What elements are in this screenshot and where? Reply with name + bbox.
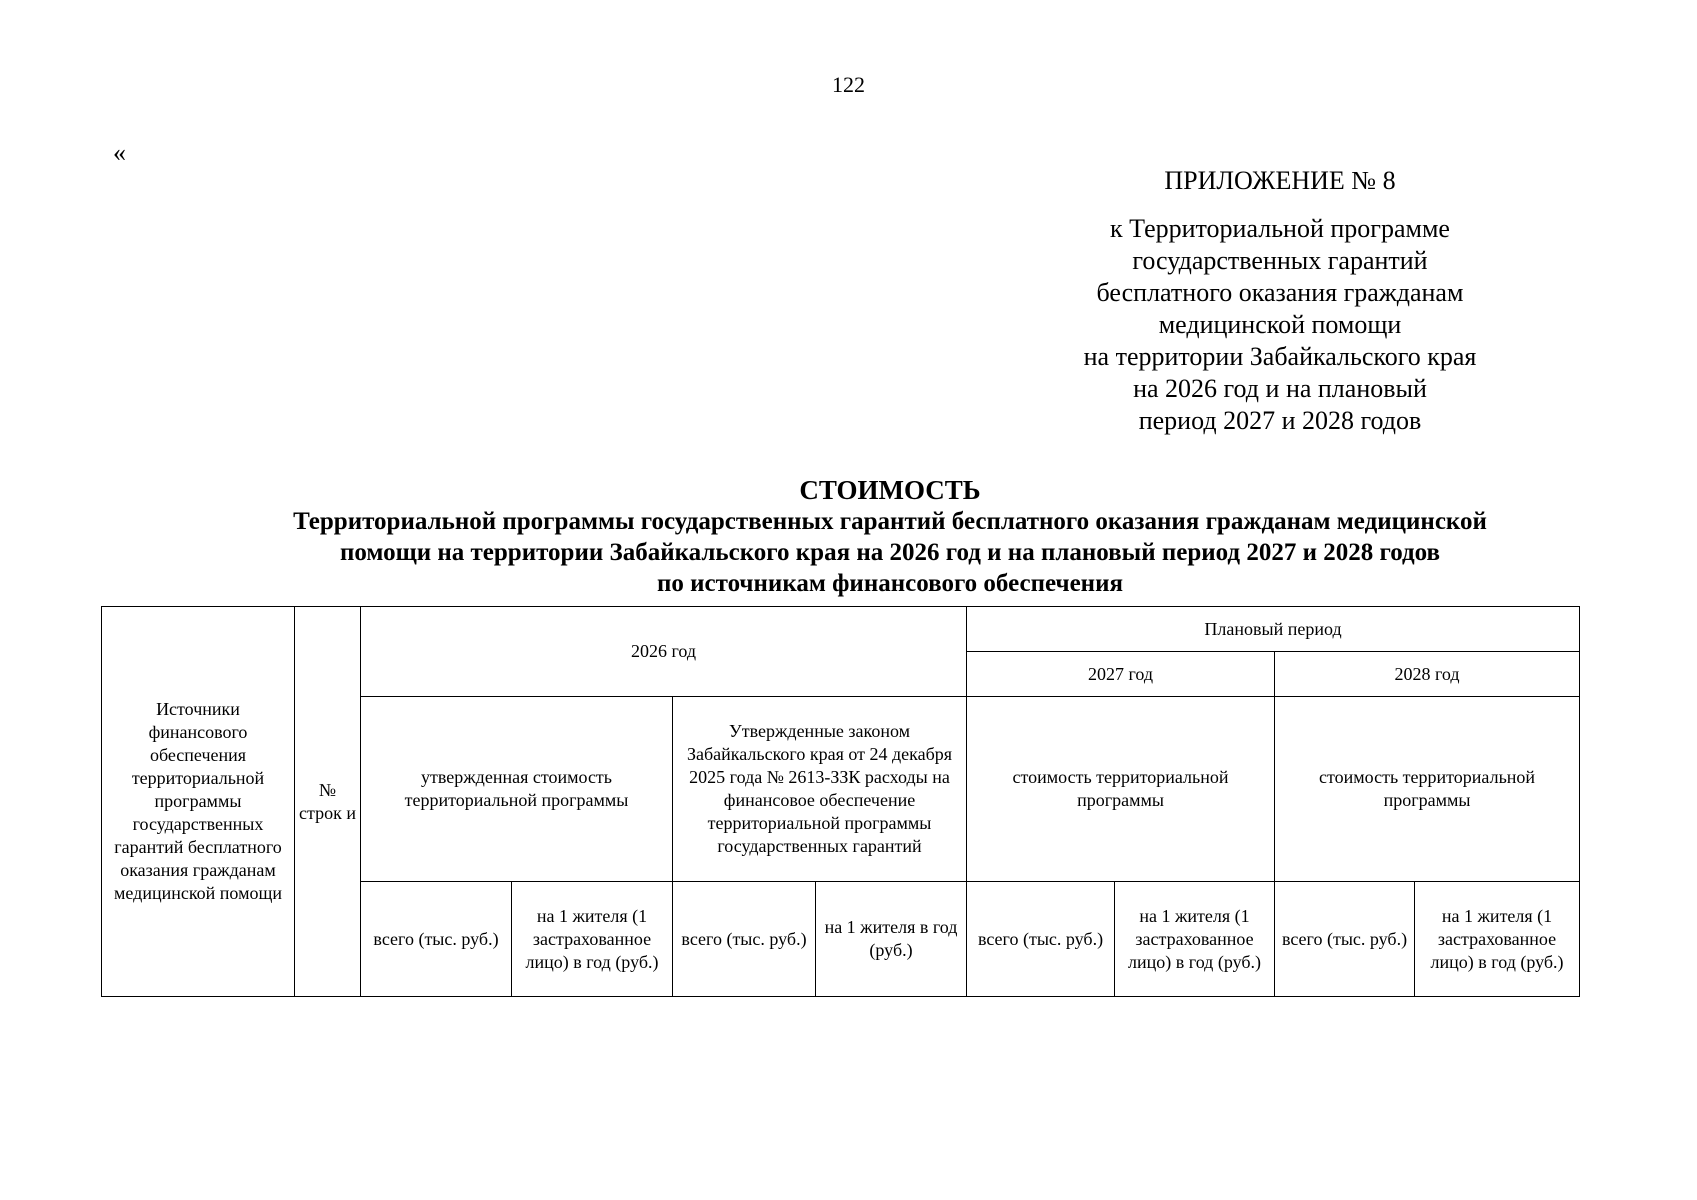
appendix-line: государственных гарантий xyxy=(1132,246,1428,275)
open-quote: « xyxy=(113,138,126,167)
header-approved-cost: утвержденная стоимость территориальной программы xyxy=(361,697,673,882)
document-title-block xyxy=(200,475,1580,599)
subheader-total: всего (тыс. руб.) xyxy=(967,882,1115,997)
document-title: СТОИМОСТЬ xyxy=(799,475,981,505)
document-subtitle-line: помощи на территории Забайкальского края на 2026 год и на плановый период 2027 и 2028 годов xyxy=(339,539,1441,566)
subheader-per-insured: на 1 жителя (1 застрахованное лицо) в год (руб.) xyxy=(512,882,673,997)
subheader-per-resident: на 1 жителя в год (руб.) xyxy=(816,882,967,997)
header-law-expenses: Утвержденные законом Забайкальского края от 24 декабря 2025 года № 2613-ЗЗК расходы на финансовое обеспечение территориальной программы государственных гарантий xyxy=(673,697,967,882)
header-source: Источники финансового обеспечения территориальной программы государственных гарантий бесплатного оказания гражданам медицинской помощи xyxy=(102,607,295,997)
appendix-line: на 2026 год и на плановый xyxy=(1133,374,1427,403)
appendix-line: к Территориальной программе xyxy=(1110,214,1450,243)
subheader-total: всего (тыс. руб.) xyxy=(1275,882,1415,997)
header-year-2028: 2028 год xyxy=(1275,652,1580,697)
subheader-total: всего (тыс. руб.) xyxy=(673,882,816,997)
subheader-per-insured: на 1 жителя (1 застрахованное лицо) в год (руб.) xyxy=(1115,882,1275,997)
document-subtitle-line: по источникам финансового обеспечения xyxy=(656,570,1124,597)
header-planned-period: Плановый период xyxy=(967,607,1580,652)
appendix-title: ПРИЛОЖЕНИЕ № 8 xyxy=(1164,166,1396,195)
document-subtitle-line: Территориальной программы государственных гарантий бесплатного оказания гражданам медицинской xyxy=(293,508,1487,535)
appendix-line: период 2027 и 2028 годов xyxy=(1138,406,1422,435)
appendix-block xyxy=(1060,165,1500,437)
header-year-2026: 2026 год xyxy=(361,607,967,697)
subheader-per-insured: на 1 жителя (1 застрахованное лицо) в год (руб.) xyxy=(1415,882,1580,997)
appendix-line: бесплатного оказания гражданам xyxy=(1096,278,1464,307)
appendix-line: на территории Забайкальского края xyxy=(1083,342,1477,371)
header-year-2027: 2027 год xyxy=(967,652,1275,697)
header-cost-2027: стоимость территориальной программы xyxy=(967,697,1275,882)
page-number: 122 xyxy=(832,72,865,97)
header-cost-2028: стоимость территориальной программы xyxy=(1275,697,1580,882)
header-row-number: № строк и xyxy=(295,607,361,997)
appendix-line: медицинской помощи xyxy=(1158,310,1402,339)
subheader-total: всего (тыс. руб.) xyxy=(361,882,512,997)
cost-table xyxy=(101,606,1580,997)
